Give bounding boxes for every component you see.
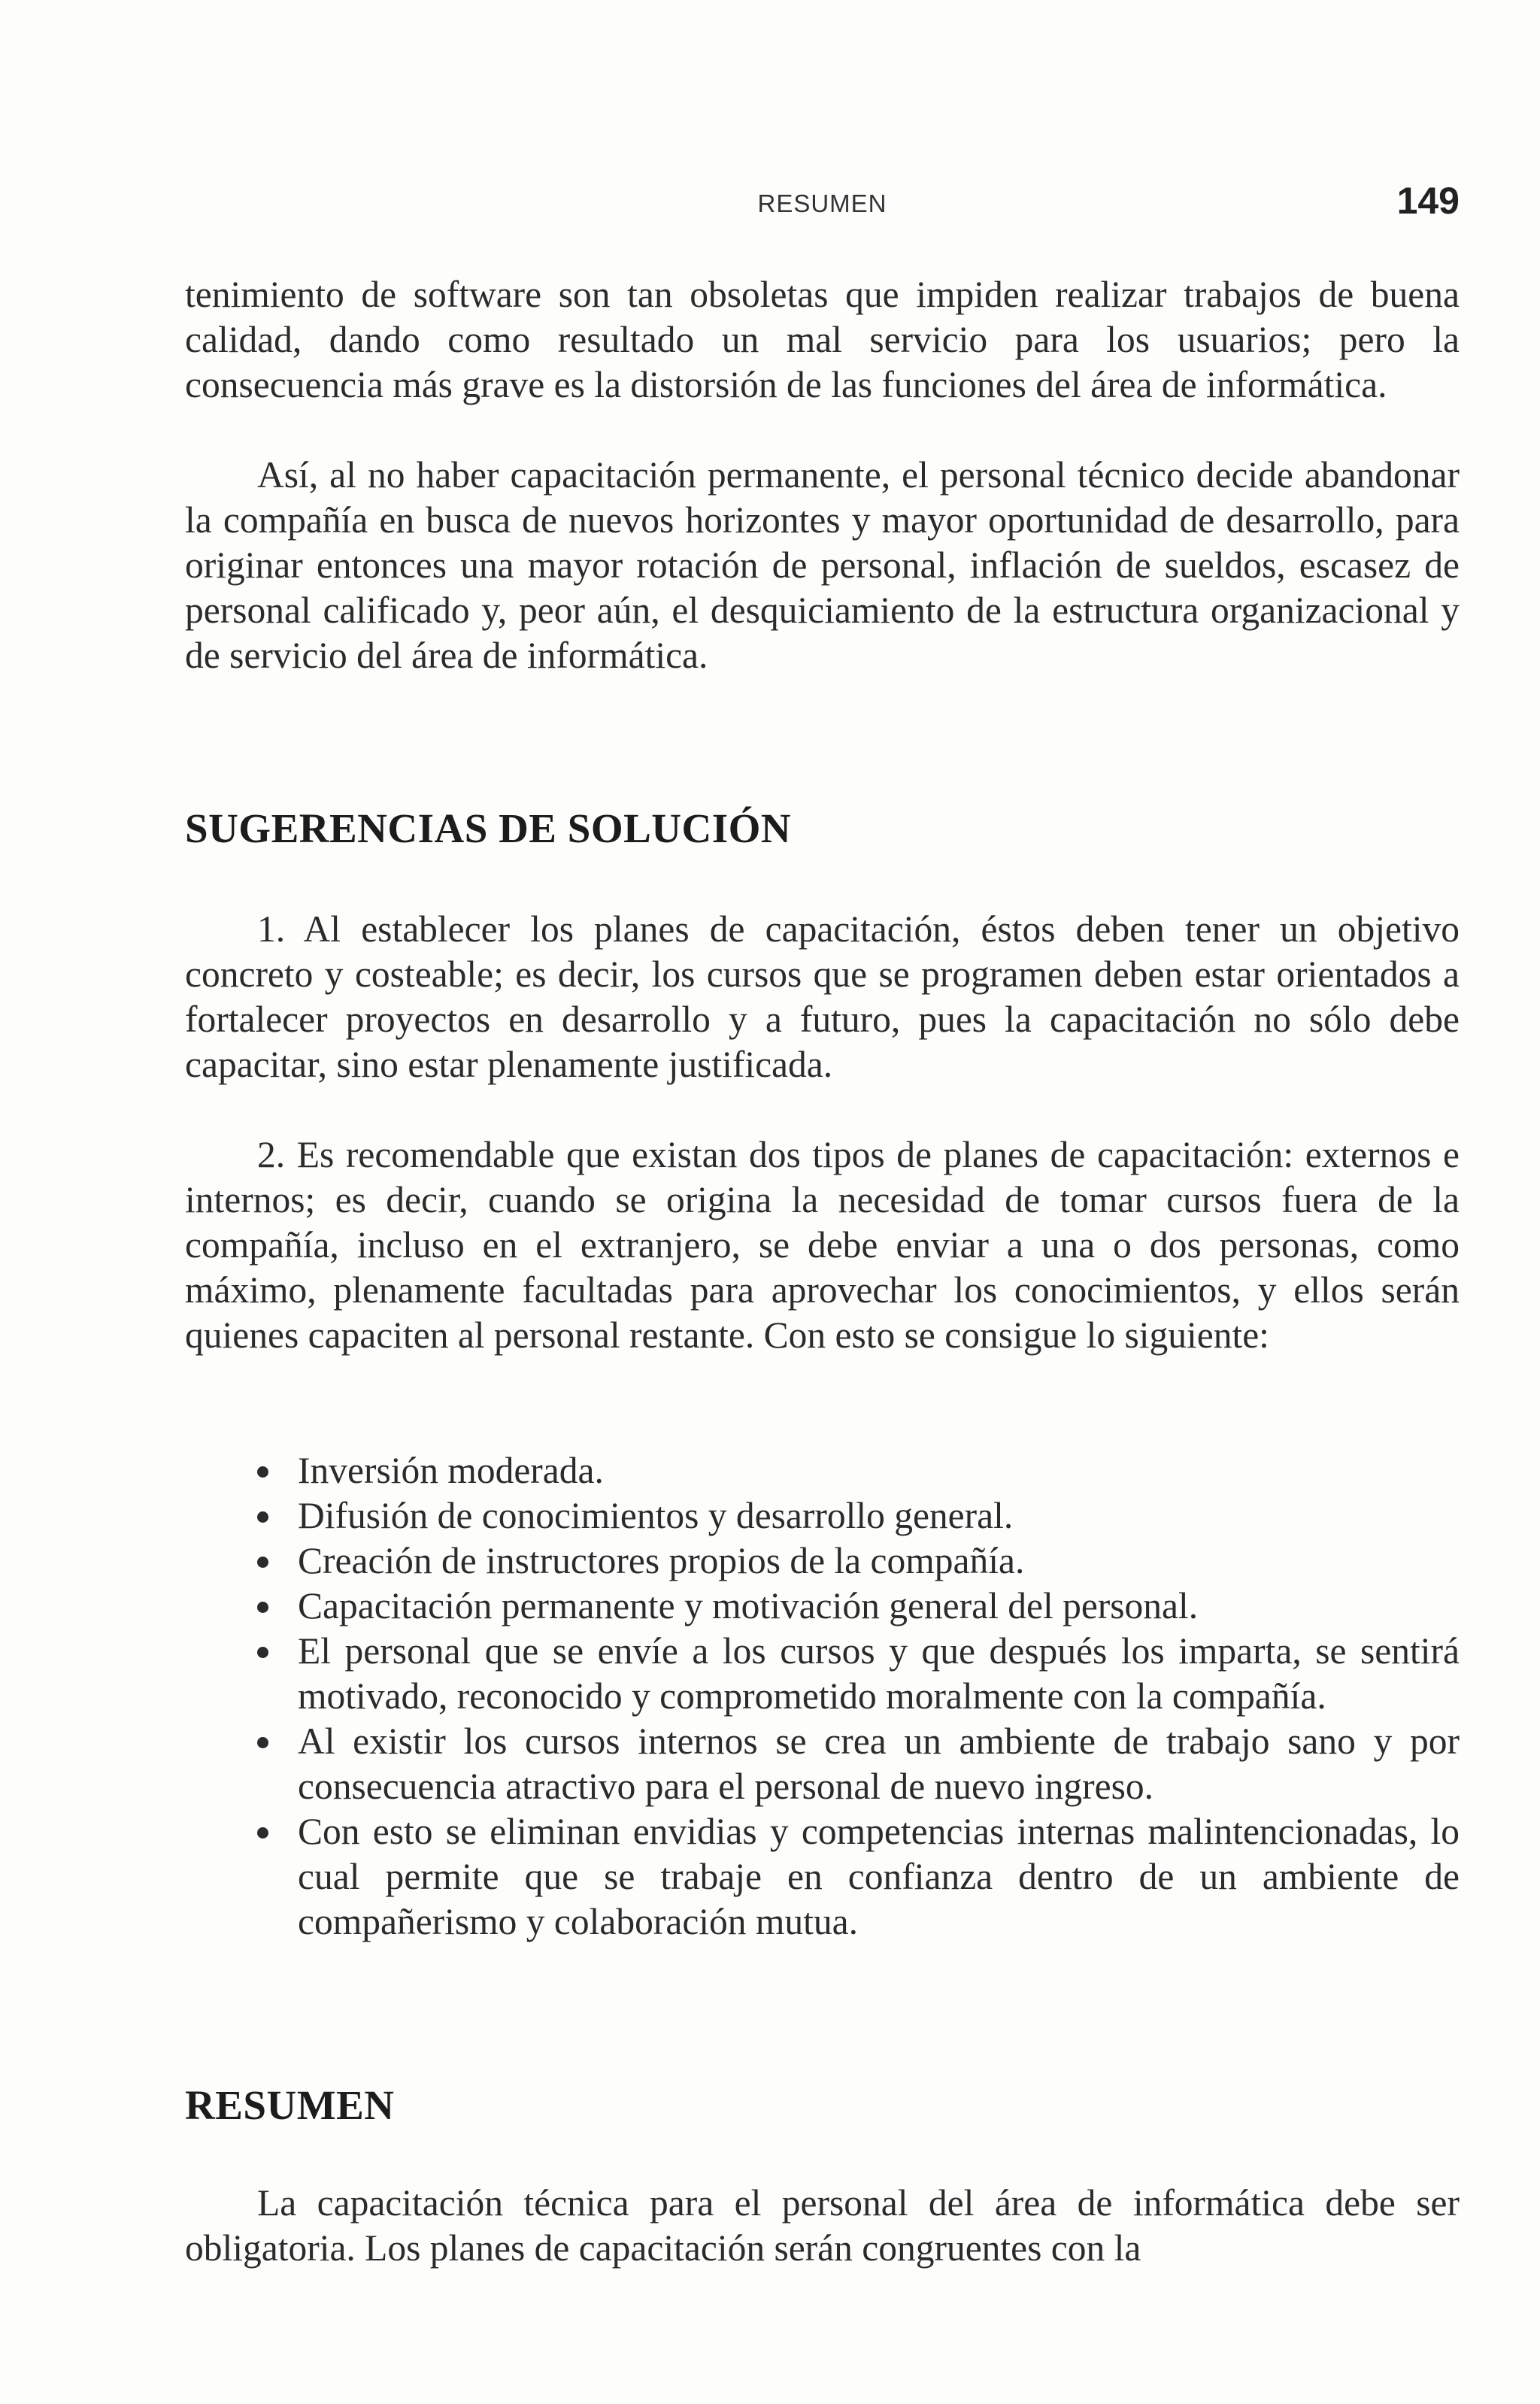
list-item bbox=[185, 1719, 1460, 1809]
section-heading-suggestions: SUGERENCIAS DE SOLUCIÓN bbox=[185, 805, 792, 851]
bullet-icon bbox=[257, 1511, 268, 1523]
bullet-icon bbox=[257, 1827, 268, 1839]
list-item bbox=[185, 1448, 1460, 1493]
list-item-text: Inversión moderada. bbox=[298, 1450, 604, 1491]
list-item-text: Creación de instructores propios de la compañía. bbox=[298, 1540, 1025, 1581]
suggestion-paragraph-2: 2. Es recomendable que existan dos tipos de planes de capacitación: externos e internos; es decir, cuando se origina la necesidad de tomar cursos fuera de la compañía, incluso en el extranjero, se debe enviar a una o dos personas, como máximo, plenamente facultadas para aprovechar los conocimientos, y ellos serán quienes capaciten al personal restante. Con esto se consigue lo siguiente: bbox=[185, 1134, 1460, 1356]
list-item bbox=[185, 1538, 1460, 1584]
bullet-icon bbox=[257, 1602, 268, 1613]
intro-paragraph-1: tenimiento de software son tan obsoletas que impiden realizar trabajos de buena calidad, dando como resultado un mal servicio para los usuarios; pero la consecuencia más grave es la distorsión de las funciones del área de informática. bbox=[185, 274, 1460, 405]
running-head bbox=[185, 179, 1460, 224]
benefits-list bbox=[185, 1448, 1460, 1945]
page-number: 149 bbox=[1396, 180, 1460, 222]
intro-paragraph-2: Así, al no haber capacitación permanente, el personal técnico decide abandonar la compañía en busca de nuevos horizontes y mayor oportunidad de desarrollo, para originar entonces una mayor rotación de personal, inflación de sueldos, escasez de personal calificado y, peor aún, el desquiciamiento de la estructura organizacional y de servicio del área de informática. bbox=[185, 454, 1460, 676]
summary-paragraph-1: La capacitación técnica para el personal del área de informática debe ser obligatoria. Los planes de capacitación serán congruentes con la bbox=[185, 2182, 1460, 2269]
section-heading-summary: RESUMEN bbox=[185, 2082, 395, 2128]
list-item bbox=[185, 1584, 1460, 1629]
bullet-icon bbox=[257, 1466, 268, 1478]
suggestion-paragraph-1: 1. Al establecer los planes de capacitación, éstos deben tener un objetivo concreto y costeable; es decir, los cursos que se programen deben estar orientados a fortalecer proyectos en desarrollo y a futuro, pues la capacitación no sólo debe capacitar, sino estar plenamente justificada. bbox=[185, 908, 1460, 1085]
list-item bbox=[185, 1809, 1460, 1945]
list-item-text: El personal que se envíe a los cursos y que después los imparta, se sentirá motivado, reconocido y comprometido moralmente con la compañía. bbox=[298, 1630, 1460, 1717]
list-item-text: Difusión de conocimientos y desarrollo general. bbox=[298, 1495, 1014, 1536]
bullet-icon bbox=[257, 1737, 268, 1748]
list-item-text: Capacitación permanente y motivación general del personal. bbox=[298, 1585, 1199, 1626]
bullet-icon bbox=[257, 1647, 268, 1658]
list-item-text: Con esto se eliminan envidias y competencias internas malintencionadas, lo cual permite que se trabaje en confianza dentro de un ambiente de compañerismo y colaboración mutua. bbox=[298, 1811, 1460, 1942]
list-item-text: Al existir los cursos internos se crea un ambiente de trabajo sano y por consecuencia atractivo para el personal de nuevo ingreso. bbox=[298, 1720, 1460, 1807]
bullet-icon bbox=[257, 1557, 268, 1568]
running-title: RESUMEN bbox=[757, 189, 887, 217]
list-item bbox=[185, 1629, 1460, 1719]
list-item bbox=[185, 1493, 1460, 1538]
